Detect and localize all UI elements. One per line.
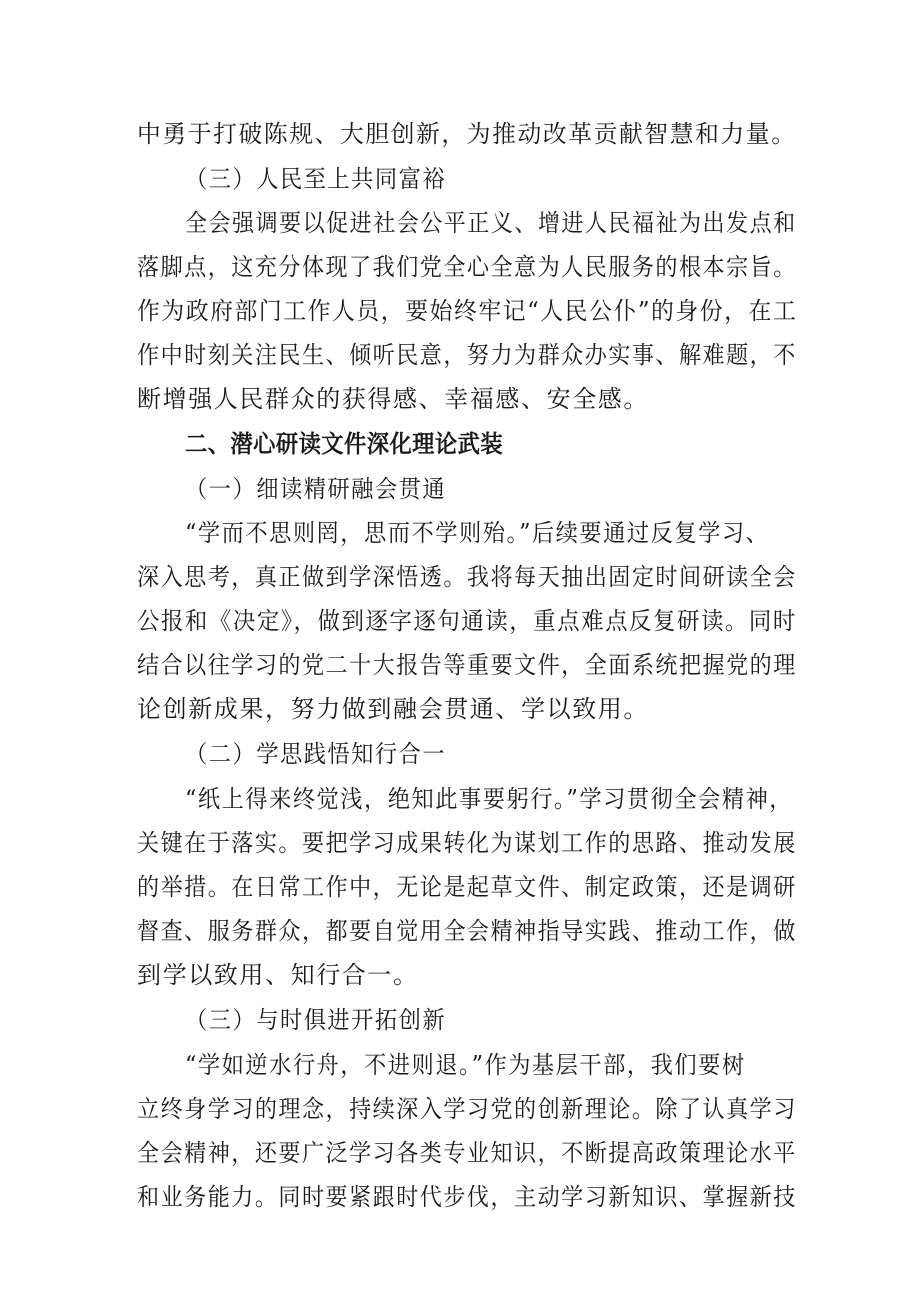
- subsection-heading: （三）与时俱进开拓创新: [185, 1006, 447, 1034]
- paragraph-line: 深入思考，真正做到学深悟透。我将每天抽出固定时间研读全会: [137, 563, 797, 591]
- paragraph-line: “学如逆水行舟，不进则退。”作为基层干部，我们要树: [185, 1051, 746, 1079]
- paragraph-line: “纸上得来终觉浅，绝知此事要躬行。”学习贯彻全会精神，: [185, 785, 794, 813]
- paragraph-line: 断增强人民群众的获得感、幸福感、安全感。: [137, 385, 649, 413]
- paragraph-line: 结合以往学习的党二十大报告等重要文件，全面系统把握党的理: [137, 651, 797, 679]
- subsection-heading: （二）学思践悟知行合一: [185, 740, 447, 768]
- paragraph-line: 公报和《决定》，做到逐字逐句通读，重点难点反复研读。同时: [137, 607, 797, 635]
- paragraph-line: 全会精神，还要广泛学习各类专业知识，不断提高政策理论水平: [137, 1139, 797, 1167]
- paragraph-line: 立终身学习的理念，持续深入学习党的创新理论。除了认真学习: [137, 1095, 797, 1123]
- paragraph-line: 全会强调要以促进社会公平正义、增进人民福祉为出发点和: [185, 209, 797, 237]
- paragraph-line: 论创新成果，努力做到融会贯通、学以致用。: [137, 695, 649, 723]
- paragraph-line: 督查、服务群众，都要自觉用全会精神指导实践、推动工作，做: [137, 917, 797, 945]
- paragraph-line: 作中时刻关注民生、倾听民意，努力为群众办实事、解难题，不: [137, 341, 797, 369]
- paragraph-line: 和业务能力。同时要紧跟时代步伐，主动学习新知识、掌握新技: [137, 1183, 797, 1211]
- subsection-heading: （三）人民至上共同富裕: [185, 165, 447, 193]
- subsection-heading: （一）细读精研融会贯通: [185, 475, 447, 503]
- paragraph-line: 的举措。在日常工作中，无论是起草文件、制定政策，还是调研: [137, 873, 797, 901]
- paragraph-line: 落脚点，这充分体现了我们党全心全意为人民服务的根本宗旨。: [137, 253, 797, 281]
- paragraph-line: “学而不思则罔，思而不学则殆。”后续要通过反复学习、: [185, 519, 770, 547]
- paragraph-line: 中勇于打破陈规、大胆创新，为推动改革贡献智慧和力量。: [137, 120, 797, 148]
- paragraph-line: 关键在于落实。要把学习成果转化为谋划工作的思路、推动发展: [137, 829, 797, 857]
- paragraph-line: 作为政府部门工作人员，要始终牢记“人民公仆”的身份，在工: [137, 297, 798, 325]
- paragraph-line: 到学以致用、知行合一。: [137, 961, 419, 989]
- section-heading: 二、潜心研读文件深化理论武装: [185, 430, 504, 458]
